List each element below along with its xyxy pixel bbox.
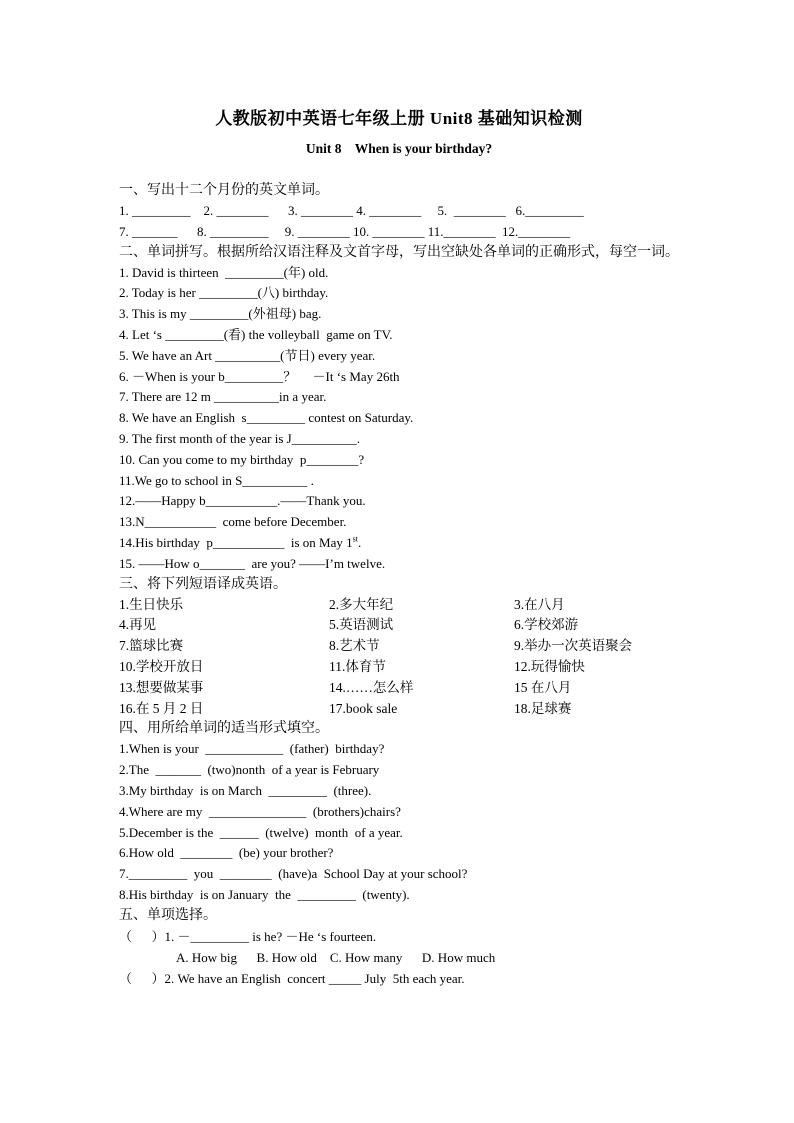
phrase-cell: 18.足球赛 xyxy=(514,700,572,716)
section3-heading: 三、将下列短语译成英语。 xyxy=(119,576,287,592)
phrase-cell: 10.学校开放日 xyxy=(119,658,204,674)
phrase-cell: 14.……怎么样 xyxy=(329,679,414,695)
phrase-cell: 16.在 5 月 2 日 xyxy=(119,700,204,716)
worksheet-page xyxy=(119,104,679,989)
mc-question-1: （ ）1. －_________ is he? －He ‘s fourteen. xyxy=(119,928,377,944)
fill-item: 1.When is your ____________ (father) birthday? xyxy=(119,741,385,757)
phrase-cell: 13.想要做某事 xyxy=(119,679,204,695)
spelling-item: 15. ——How o_______ are you? ——I’m twelve. xyxy=(119,555,386,571)
item14-end: . xyxy=(357,534,362,550)
spelling-item: 10. Can you come to my birthday p________? xyxy=(119,451,365,467)
item14-text: 14.His birthday p___________ is on May 1 xyxy=(119,534,353,550)
phrase-row xyxy=(119,636,679,657)
fill-item: 7._________ you ________ (have)a School Day at your school? xyxy=(119,866,468,882)
phrase-cell: 11.体育节 xyxy=(329,658,386,674)
spelling-item-14 xyxy=(119,533,679,554)
spelling-item: 12.——Happy b___________.——Thank you. xyxy=(119,493,366,509)
phrase-cell: 4.再见 xyxy=(119,617,157,633)
spelling-item: 4. Let ‘s _________(看) the volleyball game on TV. xyxy=(119,326,393,342)
spelling-item: 11.We go to school in S__________ . xyxy=(119,472,314,488)
phrase-cell: 5.英语测试 xyxy=(329,617,394,633)
phrase-row xyxy=(119,678,679,699)
unit-subtitle: Unit 8 When is your birthday? xyxy=(305,141,493,156)
spelling-item: 2. Today is her _________(八) birthday. xyxy=(119,285,329,301)
spelling-item: 7. There are 12 m __________in a year. xyxy=(119,389,327,405)
spelling-item: 6. －When is your b_________？ －It ‘s May 26th xyxy=(119,368,400,384)
fill-item: 6.How old ________ (be) your brother? xyxy=(119,845,334,861)
phrase-cell: 17.book sale xyxy=(329,700,398,716)
mc-question-2: （ ）2. We have an English concert _____ July 5th each year. xyxy=(119,970,465,986)
phrase-cell: 8.艺术节 xyxy=(329,638,380,654)
spelling-item: 8. We have an English s_________ contest on Saturday. xyxy=(119,410,414,426)
spelling-item: 5. We have an Art __________(节日) every year. xyxy=(119,347,376,363)
fill-item: 3.My birthday is on March _________ (three). xyxy=(119,782,372,798)
section1-heading: 一、写出十二个月份的英文单词。 xyxy=(119,183,329,198)
phrase-cell: 1.生日快乐 xyxy=(119,596,184,612)
phrase-cell: 2.多大年纪 xyxy=(329,596,394,612)
section2-heading: 二、单词拼写。根据所给汉语注释及文首字母，写出空缺处各单词的正确形式，每空一词。 xyxy=(119,244,679,260)
phrase-cell: 7.篮球比赛 xyxy=(119,638,184,654)
phrase-row xyxy=(119,699,679,720)
section5-heading: 五、单项选择。 xyxy=(119,907,217,923)
phrase-cell: 3.在八月 xyxy=(514,596,565,612)
fill-item: 8.His birthday is on January the _________ (twenty). xyxy=(119,886,410,902)
phrase-row xyxy=(119,595,679,616)
mc-question-1-options: A. How big B. How old C. How many D. How much xyxy=(176,949,496,965)
item14-ordinal-suffix: st xyxy=(352,534,358,544)
fill-item: 4.Where are my _______________ (brothers)chairs? xyxy=(119,803,401,819)
fill-item: 2.The _______ (two)nonth of a year is February xyxy=(119,762,380,778)
section4-heading: 四、用所给单词的适当形式填空。 xyxy=(119,721,329,737)
phrase-cell: 15 在八月 xyxy=(514,679,572,695)
spelling-item: 3. This is my _________(外祖母) bag. xyxy=(119,306,322,322)
worksheet-title: 人教版初中英语七年级上册 Unit8 基础知识检测 xyxy=(215,109,583,128)
spelling-item: 13.N___________ come before December. xyxy=(119,514,347,530)
months-row: 7. _______ 8. _________ 9. ________ 10. ________ 11.________ 12.________ xyxy=(119,223,571,239)
phrase-row xyxy=(119,657,679,678)
months-row: 1. _________ 2. ________ 3. ________ 4. ________ 5. ________ 6._________ xyxy=(119,203,584,218)
phrase-cell: 9.举办一次英语聚会 xyxy=(514,638,633,654)
phrase-cell: 6.学校郊游 xyxy=(514,617,579,633)
fill-item: 5.December is the ______ (twelve) month of a year. xyxy=(119,824,403,840)
spelling-item: 9. The first month of the year is J__________. xyxy=(119,430,360,446)
phrase-row xyxy=(119,615,679,636)
phrase-cell: 12.玩得愉快 xyxy=(514,658,585,674)
spelling-item: 1. David is thirteen _________(年) old. xyxy=(119,264,329,280)
